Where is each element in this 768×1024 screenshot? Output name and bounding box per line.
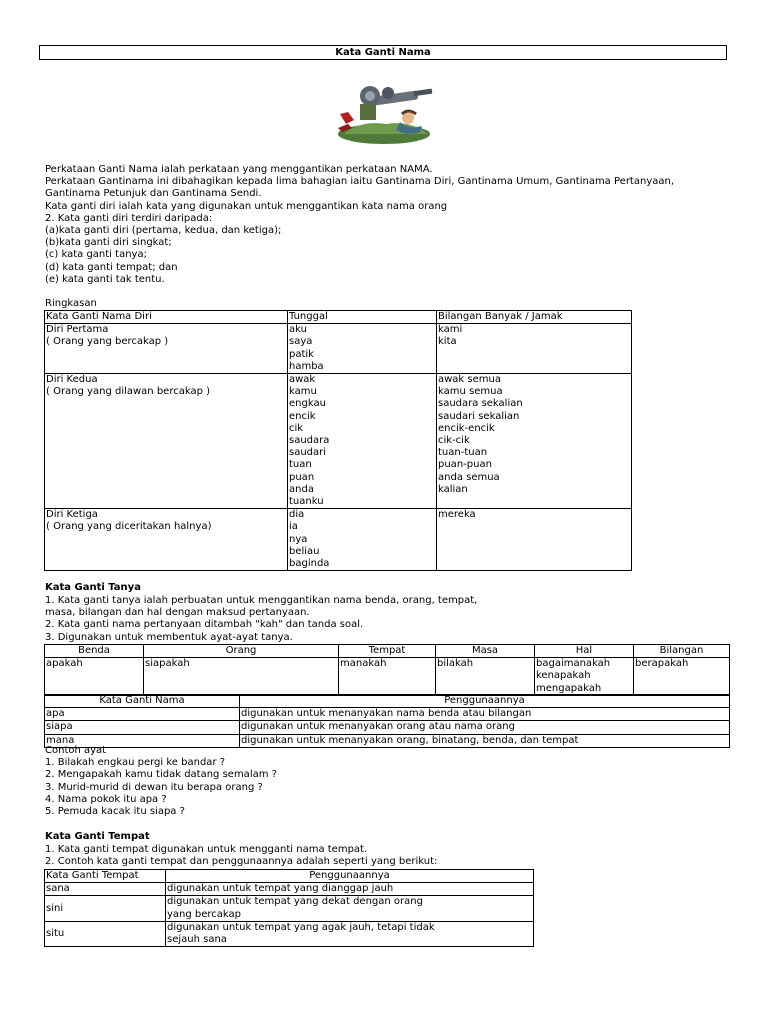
table-cell: situ (45, 921, 166, 946)
column-header: Hal (535, 645, 634, 658)
tempat-text: 1. Kata ganti tempat digunakan untuk mengganti nama tempat. 2. Contoh kata ganti tempat dan penggunaannya adalah seperti yang berikut: (45, 844, 438, 868)
table-header-row (45, 311, 632, 324)
table-cell: manakah (339, 658, 436, 696)
table-header-row (45, 695, 730, 708)
table-row (45, 374, 632, 509)
tempat-table (44, 869, 534, 947)
ringkasan-table (44, 310, 632, 571)
table-row (45, 324, 632, 374)
column-header: Kata Ganti Nama Diri (45, 311, 288, 324)
column-header: Penggunaannya (166, 870, 534, 883)
column-header: Penggunaannya (240, 695, 730, 708)
table-cell: apakah (45, 658, 144, 696)
ringkasan-label: Ringkasan (45, 298, 97, 309)
table-row (45, 658, 730, 696)
column-header: Masa (436, 645, 535, 658)
intro-line: 2. Kata ganti diri terdiri daripada: (45, 212, 213, 224)
pronoun-category: Diri Pertama ( Orang yang bercakap ) (45, 324, 288, 374)
plural-list: kami kita (437, 324, 632, 374)
table-cell: bagaimanakah kenapakah mengapakah (535, 658, 634, 696)
table-cell: digunakan untuk tempat yang dianggap jauh (166, 883, 534, 896)
table-header-row (45, 870, 534, 883)
plural-list: awak semua kamu semua saudara sekalian saudari sekalian encik-encik cik-cik tuan-tuan puan-puan anda semua kalian (437, 374, 632, 509)
column-header: Kata Ganti Nama (45, 695, 240, 708)
intro-line: (d) kata ganti tempat; dan (45, 261, 178, 273)
intro-line: Kata ganti diri ialah kata yang digunakan untuk menggantikan kata nama orang (45, 200, 448, 212)
table-row (45, 896, 534, 921)
tanya-category-table (44, 644, 730, 696)
intro-line: (e) kata ganti tak tentu. (45, 273, 165, 285)
tanya-text: 1. Kata ganti tanya ialah perbuatan untuk menggantikan nama benda, orang, tempat, masa, bilangan dan hal dengan maksud pertanyaan. 2. Kata ganti nama pertanyaan ditambah "kah" dan tanda soal. 3. Digunakan untuk membentuk ayat-ayat tanya. (45, 595, 478, 643)
table-row (45, 721, 730, 734)
table-cell: sini (45, 896, 166, 921)
table-cell: mana (45, 734, 240, 747)
table-cell: digunakan untuk menanyakan nama benda atau bilangan (240, 708, 730, 721)
soldier-with-cannon-clipart-icon (330, 84, 438, 146)
table-cell: sana (45, 883, 166, 896)
table-cell: siapa (45, 721, 240, 734)
pronoun-category: Diri Kedua ( Orang yang dilawan bercakap ) (45, 374, 288, 509)
column-header: Orang (144, 645, 339, 658)
table-cell: digunakan untuk menanyakan orang, binatang, benda, dan tempat (240, 734, 730, 747)
tanya-usage-table (44, 694, 730, 748)
page-title: Kata Ganti Nama (39, 45, 727, 60)
table-header-row (45, 645, 730, 658)
table-cell: digunakan untuk tempat yang dekat dengan orang yang bercakap (166, 896, 534, 921)
table-cell: digunakan untuk menanyakan orang atau nama orang (240, 721, 730, 734)
pronoun-category: Diri Ketiga ( Orang yang diceritakan halnya) (45, 509, 288, 571)
intro-line: Perkataan Ganti Nama ialah perkataan yang menggantikan perkataan NAMA. (45, 164, 433, 175)
contoh-ayat: Contoh ayat 1. Bilakah engkau pergi ke bandar ? 2. Mengapakah kamu tidak datang semalam ? 3. Murid-murid di dewan itu berapa orang ? 4. Nama pokok itu apa ? 5. Pemuda kacak itu siapa ? (45, 745, 277, 818)
singular-list: awak kamu engkau encik cik saudara saudari tuan puan anda tuanku (288, 374, 437, 509)
column-header: Tunggal (288, 311, 437, 324)
intro-line: Gantinama Petunjuk dan Gantinama Sendi. (45, 188, 262, 200)
singular-list: aku saya patik hamba (288, 324, 437, 374)
intro-text (45, 164, 674, 286)
singular-list: dia ia nya beliau baginda (288, 509, 437, 571)
table-row (45, 921, 534, 946)
table-cell: siapakah (144, 658, 339, 696)
table-cell: digunakan untuk tempat yang agak jauh, tetapi tidak sejauh sana (166, 921, 534, 946)
column-header: Bilangan (634, 645, 730, 658)
table-row (45, 883, 534, 896)
section-heading-tempat: Kata Ganti Tempat (45, 831, 150, 842)
table-row (45, 509, 632, 571)
column-header: Tempat (339, 645, 436, 658)
column-header: Benda (45, 645, 144, 658)
intro-line: (b)kata ganti diri singkat; (45, 237, 172, 249)
column-header: Bilangan Banyak / Jamak (437, 311, 632, 324)
table-cell: berapakah (634, 658, 730, 696)
column-header: Kata Ganti Tempat (45, 870, 166, 883)
intro-line: (c) kata ganti tanya; (45, 249, 147, 261)
plural-list: mereka (437, 509, 632, 571)
intro-line: Perkataan Gantinama ini dibahagikan kepada lima bahagian iaitu Gantinama Diri, Gantinama Umum, Gantinama Pertanyaan, (45, 176, 675, 188)
table-row (45, 708, 730, 721)
table-cell: apa (45, 708, 240, 721)
intro-line: (a)kata ganti diri (pertama, kedua, dan ketiga); (45, 225, 282, 237)
section-heading-tanya: Kata Ganti Tanya (45, 582, 141, 593)
table-cell: bilakah (436, 658, 535, 696)
